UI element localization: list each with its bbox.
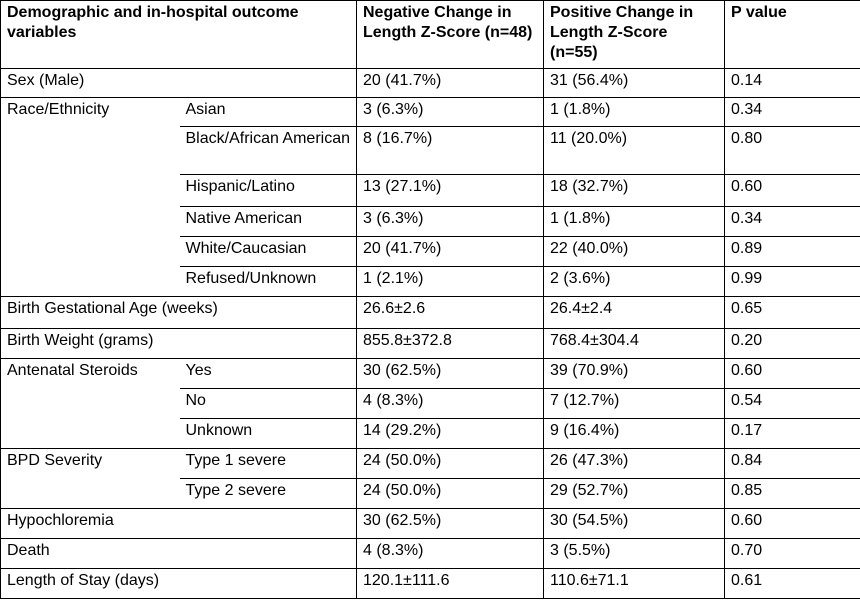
row-label: No [180, 389, 357, 419]
negative-value: 8 (16.7%) [357, 127, 544, 175]
row-label: Yes [180, 359, 357, 389]
row-label: Refused/Unknown [180, 267, 357, 297]
positive-value: 26.4±2.4 [544, 297, 725, 329]
positive-value: 26 (47.3%) [544, 449, 725, 479]
negative-value: 20 (41.7%) [357, 69, 544, 98]
p-value: 0.34 [725, 207, 860, 237]
positive-value: 7 (12.7%) [544, 389, 725, 419]
row-label: Hispanic/Latino [180, 175, 357, 207]
p-value: 0.60 [725, 175, 860, 207]
p-value: 0.14 [725, 69, 860, 98]
p-value: 0.85 [725, 479, 860, 509]
p-value: 0.89 [725, 237, 860, 267]
table-row [1, 359, 860, 389]
p-value: 0.60 [725, 359, 860, 389]
negative-value: 14 (29.2%) [357, 419, 544, 449]
row-label: Unknown [180, 419, 357, 449]
negative-value: 120.1±111.6 [357, 569, 544, 599]
positive-value: 3 (5.5%) [544, 539, 725, 569]
negative-value: 3 (6.3%) [357, 98, 544, 127]
p-value: 0.84 [725, 449, 860, 479]
table-row [1, 539, 860, 569]
row-label: White/Caucasian [180, 237, 357, 267]
p-value: 0.61 [725, 569, 860, 599]
p-value: 0.65 [725, 297, 860, 329]
row-label: Length of Stay (days) [1, 569, 357, 599]
p-value: 0.99 [725, 267, 860, 297]
table-row [1, 69, 860, 98]
positive-value: 39 (70.9%) [544, 359, 725, 389]
p-value: 0.17 [725, 419, 860, 449]
positive-value: 2 (3.6%) [544, 267, 725, 297]
negative-value: 24 (50.0%) [357, 479, 544, 509]
p-value: 0.34 [725, 98, 860, 127]
negative-value: 30 (62.5%) [357, 359, 544, 389]
row-label: Sex (Male) [1, 69, 357, 98]
header-negative: Negative Change in Length Z-Score (n=48) [357, 1, 544, 69]
row-label: Hypochloremia [1, 509, 357, 539]
header-positive: Positive Change in Length Z-Score (n=55) [544, 1, 725, 69]
positive-value: 9 (16.4%) [544, 419, 725, 449]
table-row [1, 569, 860, 599]
negative-value: 855.8±372.8 [357, 329, 544, 359]
row-label: Type 1 severe [180, 449, 357, 479]
category-label: Race/Ethnicity [1, 98, 180, 297]
p-value: 0.20 [725, 329, 860, 359]
category-label: Antenatal Steroids [1, 359, 180, 449]
row-label: Black/African American [180, 127, 357, 175]
p-value: 0.70 [725, 539, 860, 569]
p-value: 0.54 [725, 389, 860, 419]
row-label: Birth Weight (grams) [1, 329, 357, 359]
table-row [1, 329, 860, 359]
row-label: Death [1, 539, 357, 569]
negative-value: 4 (8.3%) [357, 539, 544, 569]
negative-value: 26.6±2.6 [357, 297, 544, 329]
row-label: Asian [180, 98, 357, 127]
positive-value: 22 (40.0%) [544, 237, 725, 267]
negative-value: 24 (50.0%) [357, 449, 544, 479]
row-label: Native American [180, 207, 357, 237]
table-row [1, 509, 860, 539]
negative-value: 4 (8.3%) [357, 389, 544, 419]
positive-value: 29 (52.7%) [544, 479, 725, 509]
negative-value: 30 (62.5%) [357, 509, 544, 539]
positive-value: 31 (56.4%) [544, 69, 725, 98]
p-value: 0.60 [725, 509, 860, 539]
positive-value: 30 (54.5%) [544, 509, 725, 539]
table-row [1, 98, 860, 127]
positive-value: 18 (32.7%) [544, 175, 725, 207]
table-row [1, 297, 860, 329]
negative-value: 13 (27.1%) [357, 175, 544, 207]
positive-value: 1 (1.8%) [544, 207, 725, 237]
header-pvalue: P value [725, 1, 860, 69]
positive-value: 11 (20.0%) [544, 127, 725, 175]
header-variable: Demographic and in-hospital outcome variables [1, 1, 357, 69]
table-row [1, 449, 860, 479]
row-label: Birth Gestational Age (weeks) [1, 297, 357, 329]
row-label: Type 2 severe [180, 479, 357, 509]
header-row [1, 1, 860, 69]
positive-value: 768.4±304.4 [544, 329, 725, 359]
negative-value: 1 (2.1%) [357, 267, 544, 297]
positive-value: 1 (1.8%) [544, 98, 725, 127]
negative-value: 3 (6.3%) [357, 207, 544, 237]
positive-value: 110.6±71.1 [544, 569, 725, 599]
p-value: 0.80 [725, 127, 860, 175]
category-label: BPD Severity [1, 449, 180, 509]
negative-value: 20 (41.7%) [357, 237, 544, 267]
